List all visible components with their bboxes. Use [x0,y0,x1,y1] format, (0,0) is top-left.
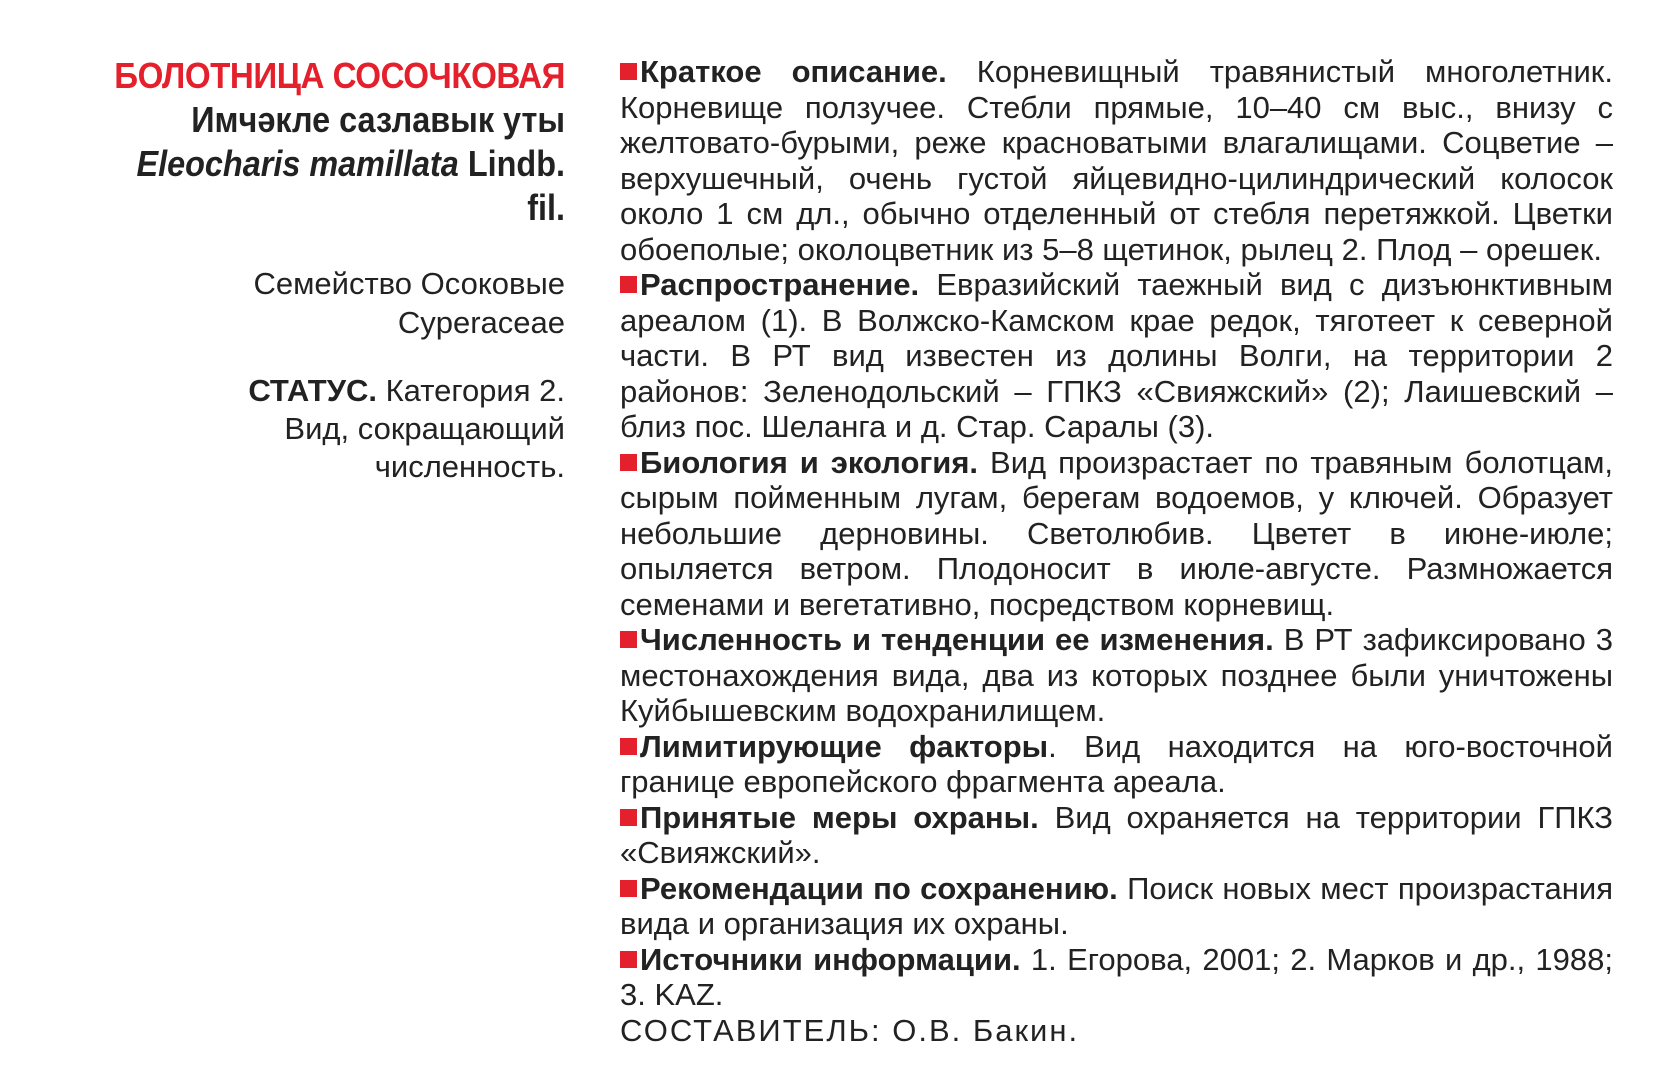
section-abundance-trends [620,622,1613,729]
red-square-bullet-icon [620,738,637,755]
section-heading: Краткое описание. [640,54,947,89]
section-short-description [620,54,1613,267]
status-line-2: Вид, сокращающий [284,411,565,446]
latin-binomial: Eleocharis mamillata [136,143,459,184]
red-square-bullet-icon [620,631,637,648]
section-text: Евразийский таежный вид с дизъюнктивным ареалом (1). В Волжско-Камском крае редок, тяготеет к северной части. В РТ вид известен из долины Волги, на территории 2 районов: Зеленодольский – ГПКЗ «Свияжский» (2); Лаишевский – близ пос. Шеланга и д. Стар. Саралы (3). [620,267,1613,444]
status-label: СТАТУС. [248,373,377,408]
family-block [60,264,565,342]
section-text: Вид охраняется на территории ГПКЗ «Свияжский». [620,799,1613,870]
section-biology-ecology [620,445,1613,623]
section-text: Вид произрастает по травяным болотцам, сырым пойменным лугам, берегам водоемов, у ключей. Образует небольшие дерновины. Светолюбив. Цветет в июне-июле; опыляется ветром. Плодоносит в июле-августе. Размножается семенами и вегетативно, посредством корневищ. [620,444,1614,622]
section-text: Корневищный травянистый многолетник. Корневище ползучее. Стебли прямые, 10–40 см выс., внизу с желтовато-бурыми, реже красноватыми влагалищами. Соцветие – верхушечный, очень густой яйцевидно-цилиндрический колосок около 1 см дл., обычно отделенный от стебля перетяжкой. Цветки обоеполые; околоцветник из 5–8 щетинок, рылец 2. Плод – орешек. [620,54,1613,267]
red-square-bullet-icon [620,809,637,826]
section-conservation-recommendations [620,871,1613,942]
status-line-3: численность. [374,449,565,484]
red-square-bullet-icon [620,63,637,80]
red-square-bullet-icon [620,454,637,471]
section-heading: Источники информации. [640,941,1021,977]
red-square-bullet-icon [620,276,637,293]
section-text: Поиск новых мест произрастания вида и организация их охраны. [620,870,1613,941]
section-text: 1. Егорова, 2001; 2. Марков и др., 1988; 3. KAZ. [620,941,1614,1012]
latin-author: Lindb. fil. [467,143,565,228]
section-text: В РТ зафиксировано 3 местонахождения вида, два из которых позднее были уничтожены Куйбышевским водохранилищем. [620,622,1613,728]
species-title-tatar: Имчәкле сазлавык уты [191,99,565,140]
red-square-bullet-icon [620,880,637,897]
species-header [60,54,565,486]
species-description [620,54,1613,1048]
section-heading: Рекомендации по сохранению. [640,870,1118,906]
family-russian: Семейство Осоковые [253,266,565,301]
family-latin: Cyperaceae [397,305,565,340]
status-category: Категория 2. [385,373,565,408]
section-heading: Биология и экология. [640,444,979,480]
section-sources [620,942,1613,1013]
section-heading: Принятые меры охраны. [640,799,1039,835]
red-square-bullet-icon [620,951,637,968]
compiler-label: СОСТАВИТЕЛЬ: [620,1012,882,1048]
section-limiting-factors [620,729,1613,800]
species-title-russian: БОЛОТНИЦА СОСОЧКОВАЯ [114,55,565,96]
section-distribution [620,267,1613,445]
section-text: . Вид находится на юго-восточной границе европейского фрагмента ареала. [620,728,1613,799]
status-line-1 [60,372,565,410]
section-heading: Распространение. [640,267,920,302]
section-heading: Лимитирующие факторы [640,728,1049,764]
section-protection-measures [620,800,1613,871]
compiler-line [620,1013,1613,1049]
status-block [60,372,565,486]
compiler-name: О.В. Бакин. [892,1012,1080,1048]
section-heading: Численность и тенденции ее изменения. [640,622,1274,657]
species-title-latin [111,142,566,230]
